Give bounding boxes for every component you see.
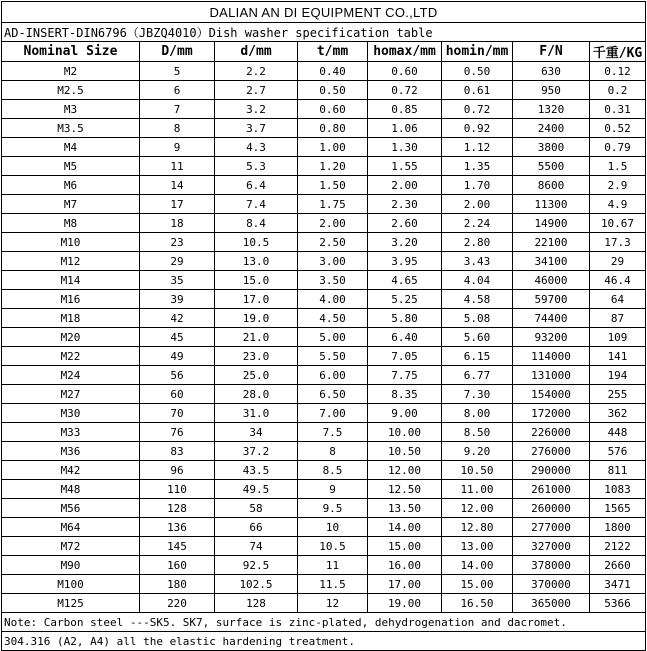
force-cell: 226000 [513, 423, 590, 442]
homax-cell: 15.00 [368, 537, 442, 556]
header-homax: homax/mm [368, 42, 442, 62]
weight-cell: 2122 [590, 537, 646, 556]
thickness-cell: 10.5 [298, 537, 368, 556]
inner-diameter-cell: 37.2 [215, 442, 298, 461]
outer-diameter-cell: 11 [140, 157, 215, 176]
table-row [2, 309, 646, 328]
homin-cell: 9.20 [442, 442, 513, 461]
homax-cell: 5.25 [368, 290, 442, 309]
outer-diameter-cell: 6 [140, 81, 215, 100]
force-cell: 34100 [513, 252, 590, 271]
nominal-size-cell: M5 [2, 157, 140, 176]
table-row [2, 537, 646, 556]
outer-diameter-cell: 18 [140, 214, 215, 233]
table-row [2, 138, 646, 157]
note-text: 304.316 (A2, A4) all the elastic hardening treatment. [2, 632, 646, 651]
outer-diameter-cell: 9 [140, 138, 215, 157]
homax-cell: 10.50 [368, 442, 442, 461]
inner-diameter-cell: 4.3 [215, 138, 298, 157]
nominal-size-cell: M64 [2, 518, 140, 537]
homax-cell: 14.00 [368, 518, 442, 537]
weight-cell: 1.5 [590, 157, 646, 176]
homax-cell: 5.80 [368, 309, 442, 328]
thickness-cell: 10 [298, 518, 368, 537]
force-cell: 8600 [513, 176, 590, 195]
inner-diameter-cell: 92.5 [215, 556, 298, 575]
spec-sheet [1, 1, 645, 651]
inner-diameter-cell: 34 [215, 423, 298, 442]
note-row [2, 613, 646, 632]
nominal-size-cell: M24 [2, 366, 140, 385]
inner-diameter-cell: 28.0 [215, 385, 298, 404]
weight-cell: 2.9 [590, 176, 646, 195]
table-row [2, 461, 646, 480]
homax-cell: 8.35 [368, 385, 442, 404]
weight-cell: 0.12 [590, 62, 646, 81]
force-cell: 327000 [513, 537, 590, 556]
thickness-cell: 6.00 [298, 366, 368, 385]
thickness-cell: 11.5 [298, 575, 368, 594]
inner-diameter-cell: 10.5 [215, 233, 298, 252]
homin-cell: 0.61 [442, 81, 513, 100]
nominal-size-cell: M56 [2, 499, 140, 518]
table-row [2, 423, 646, 442]
table-row [2, 81, 646, 100]
inner-diameter-cell: 2.2 [215, 62, 298, 81]
homax-cell: 9.00 [368, 404, 442, 423]
homin-cell: 12.00 [442, 499, 513, 518]
force-cell: 365000 [513, 594, 590, 613]
homin-cell: 0.72 [442, 100, 513, 119]
inner-diameter-cell: 31.0 [215, 404, 298, 423]
nominal-size-cell: M36 [2, 442, 140, 461]
table-row [2, 157, 646, 176]
homin-cell: 6.15 [442, 347, 513, 366]
homin-cell: 8.00 [442, 404, 513, 423]
outer-diameter-cell: 160 [140, 556, 215, 575]
inner-diameter-cell: 25.0 [215, 366, 298, 385]
header-weight: 千重/KG [590, 42, 646, 62]
nominal-size-cell: M100 [2, 575, 140, 594]
weight-cell: 194 [590, 366, 646, 385]
outer-diameter-cell: 76 [140, 423, 215, 442]
weight-cell: 5366 [590, 594, 646, 613]
force-cell: 1320 [513, 100, 590, 119]
homax-cell: 16.00 [368, 556, 442, 575]
homin-cell: 14.00 [442, 556, 513, 575]
thickness-cell: 7.00 [298, 404, 368, 423]
homax-cell: 1.30 [368, 138, 442, 157]
weight-cell: 17.3 [590, 233, 646, 252]
weight-cell: 2660 [590, 556, 646, 575]
weight-cell: 46.4 [590, 271, 646, 290]
homax-cell: 2.60 [368, 214, 442, 233]
force-cell: 114000 [513, 347, 590, 366]
outer-diameter-cell: 29 [140, 252, 215, 271]
inner-diameter-cell: 128 [215, 594, 298, 613]
homax-cell: 7.05 [368, 347, 442, 366]
nominal-size-cell: M2 [2, 62, 140, 81]
weight-cell: 141 [590, 347, 646, 366]
weight-cell: 255 [590, 385, 646, 404]
homin-cell: 13.00 [442, 537, 513, 556]
nominal-size-cell: M16 [2, 290, 140, 309]
homax-cell: 3.95 [368, 252, 442, 271]
force-cell: 260000 [513, 499, 590, 518]
header-nominal-size: Nominal Size [2, 42, 140, 62]
nominal-size-cell: M72 [2, 537, 140, 556]
table-row [2, 404, 646, 423]
table-row [2, 480, 646, 499]
force-cell: 11300 [513, 195, 590, 214]
outer-diameter-cell: 17 [140, 195, 215, 214]
outer-diameter-cell: 70 [140, 404, 215, 423]
nominal-size-cell: M18 [2, 309, 140, 328]
thickness-cell: 7.5 [298, 423, 368, 442]
force-cell: 370000 [513, 575, 590, 594]
homax-cell: 1.06 [368, 119, 442, 138]
table-row [2, 575, 646, 594]
nominal-size-cell: M125 [2, 594, 140, 613]
homax-cell: 0.60 [368, 62, 442, 81]
thickness-cell: 3.50 [298, 271, 368, 290]
force-cell: 950 [513, 81, 590, 100]
table-row [2, 252, 646, 271]
homax-cell: 17.00 [368, 575, 442, 594]
outer-diameter-cell: 5 [140, 62, 215, 81]
company-title: DALIAN AN DI EQUIPMENT CO.,LTD [2, 2, 646, 23]
weight-cell: 362 [590, 404, 646, 423]
homin-cell: 2.00 [442, 195, 513, 214]
table-row [2, 100, 646, 119]
homin-cell: 15.00 [442, 575, 513, 594]
outer-diameter-cell: 220 [140, 594, 215, 613]
nominal-size-cell: M2.5 [2, 81, 140, 100]
homin-cell: 0.50 [442, 62, 513, 81]
weight-cell: 576 [590, 442, 646, 461]
outer-diameter-cell: 136 [140, 518, 215, 537]
thickness-cell: 6.50 [298, 385, 368, 404]
homax-cell: 12.00 [368, 461, 442, 480]
header-outer-diameter: D/mm [140, 42, 215, 62]
nominal-size-cell: M10 [2, 233, 140, 252]
homax-cell: 13.50 [368, 499, 442, 518]
table-row [2, 233, 646, 252]
outer-diameter-cell: 23 [140, 233, 215, 252]
force-cell: 630 [513, 62, 590, 81]
header-inner-diameter: d/mm [215, 42, 298, 62]
homax-cell: 7.75 [368, 366, 442, 385]
homax-cell: 0.85 [368, 100, 442, 119]
outer-diameter-cell: 96 [140, 461, 215, 480]
force-cell: 277000 [513, 518, 590, 537]
weight-cell: 1565 [590, 499, 646, 518]
force-cell: 22100 [513, 233, 590, 252]
inner-diameter-cell: 5.3 [215, 157, 298, 176]
weight-cell: 87 [590, 309, 646, 328]
inner-diameter-cell: 13.0 [215, 252, 298, 271]
force-cell: 46000 [513, 271, 590, 290]
homin-cell: 2.80 [442, 233, 513, 252]
weight-cell: 10.67 [590, 214, 646, 233]
force-cell: 74400 [513, 309, 590, 328]
homin-cell: 3.43 [442, 252, 513, 271]
table-row [2, 385, 646, 404]
outer-diameter-cell: 145 [140, 537, 215, 556]
force-cell: 5500 [513, 157, 590, 176]
force-cell: 290000 [513, 461, 590, 480]
nominal-size-cell: M27 [2, 385, 140, 404]
nominal-size-cell: M8 [2, 214, 140, 233]
table-row [2, 195, 646, 214]
thickness-cell: 1.00 [298, 138, 368, 157]
weight-cell: 811 [590, 461, 646, 480]
nominal-size-cell: M42 [2, 461, 140, 480]
thickness-cell: 5.50 [298, 347, 368, 366]
thickness-cell: 0.50 [298, 81, 368, 100]
nominal-size-cell: M33 [2, 423, 140, 442]
thickness-cell: 0.60 [298, 100, 368, 119]
homin-cell: 16.50 [442, 594, 513, 613]
thickness-cell: 11 [298, 556, 368, 575]
inner-diameter-cell: 74 [215, 537, 298, 556]
table-row [2, 214, 646, 233]
header-thickness: t/mm [298, 42, 368, 62]
homax-cell: 10.00 [368, 423, 442, 442]
table-row [2, 328, 646, 347]
nominal-size-cell: M22 [2, 347, 140, 366]
force-cell: 172000 [513, 404, 590, 423]
weight-cell: 29 [590, 252, 646, 271]
weight-cell: 3471 [590, 575, 646, 594]
note-row [2, 632, 646, 651]
thickness-cell: 4.00 [298, 290, 368, 309]
inner-diameter-cell: 43.5 [215, 461, 298, 480]
inner-diameter-cell: 21.0 [215, 328, 298, 347]
homax-cell: 4.65 [368, 271, 442, 290]
force-cell: 2400 [513, 119, 590, 138]
homax-cell: 0.72 [368, 81, 442, 100]
thickness-cell: 1.20 [298, 157, 368, 176]
homax-cell: 2.30 [368, 195, 442, 214]
table-row [2, 518, 646, 537]
homax-cell: 19.00 [368, 594, 442, 613]
outer-diameter-cell: 56 [140, 366, 215, 385]
homin-cell: 0.92 [442, 119, 513, 138]
nominal-size-cell: M7 [2, 195, 140, 214]
homax-cell: 1.55 [368, 157, 442, 176]
homax-cell: 2.00 [368, 176, 442, 195]
homin-cell: 10.50 [442, 461, 513, 480]
table-row [2, 366, 646, 385]
thickness-cell: 9 [298, 480, 368, 499]
spec-table [1, 1, 646, 651]
weight-cell: 1800 [590, 518, 646, 537]
table-row [2, 556, 646, 575]
weight-cell: 448 [590, 423, 646, 442]
inner-diameter-cell: 6.4 [215, 176, 298, 195]
outer-diameter-cell: 49 [140, 347, 215, 366]
inner-diameter-cell: 2.7 [215, 81, 298, 100]
outer-diameter-cell: 110 [140, 480, 215, 499]
table-row [2, 442, 646, 461]
inner-diameter-cell: 3.2 [215, 100, 298, 119]
inner-diameter-cell: 7.4 [215, 195, 298, 214]
outer-diameter-cell: 45 [140, 328, 215, 347]
inner-diameter-cell: 19.0 [215, 309, 298, 328]
homin-cell: 8.50 [442, 423, 513, 442]
inner-diameter-cell: 49.5 [215, 480, 298, 499]
inner-diameter-cell: 8.4 [215, 214, 298, 233]
weight-cell: 0.79 [590, 138, 646, 157]
table-row [2, 499, 646, 518]
table-row [2, 594, 646, 613]
thickness-cell: 4.50 [298, 309, 368, 328]
force-cell: 14900 [513, 214, 590, 233]
header-homin: homin/mm [442, 42, 513, 62]
thickness-cell: 12 [298, 594, 368, 613]
inner-diameter-cell: 3.7 [215, 119, 298, 138]
table-row [2, 290, 646, 309]
weight-cell: 0.52 [590, 119, 646, 138]
inner-diameter-cell: 15.0 [215, 271, 298, 290]
thickness-cell: 0.40 [298, 62, 368, 81]
force-cell: 261000 [513, 480, 590, 499]
outer-diameter-cell: 7 [140, 100, 215, 119]
force-cell: 378000 [513, 556, 590, 575]
weight-cell: 0.31 [590, 100, 646, 119]
table-row [2, 119, 646, 138]
homin-cell: 4.04 [442, 271, 513, 290]
outer-diameter-cell: 8 [140, 119, 215, 138]
force-cell: 154000 [513, 385, 590, 404]
table-row [2, 176, 646, 195]
nominal-size-cell: M30 [2, 404, 140, 423]
homin-cell: 11.00 [442, 480, 513, 499]
inner-diameter-cell: 66 [215, 518, 298, 537]
header-force: F/N [513, 42, 590, 62]
inner-diameter-cell: 102.5 [215, 575, 298, 594]
nominal-size-cell: M14 [2, 271, 140, 290]
nominal-size-cell: M12 [2, 252, 140, 271]
inner-diameter-cell: 58 [215, 499, 298, 518]
outer-diameter-cell: 180 [140, 575, 215, 594]
table-row [2, 62, 646, 81]
thickness-cell: 2.00 [298, 214, 368, 233]
nominal-size-cell: M4 [2, 138, 140, 157]
nominal-size-cell: M48 [2, 480, 140, 499]
homin-cell: 12.80 [442, 518, 513, 537]
thickness-cell: 2.50 [298, 233, 368, 252]
force-cell: 276000 [513, 442, 590, 461]
table-subtitle: AD-INSERT-DIN6796（JBZQ4010）Dish washer specification table [2, 23, 646, 42]
outer-diameter-cell: 42 [140, 309, 215, 328]
thickness-cell: 3.00 [298, 252, 368, 271]
outer-diameter-cell: 35 [140, 271, 215, 290]
table-row [2, 271, 646, 290]
homax-cell: 3.20 [368, 233, 442, 252]
homin-cell: 1.35 [442, 157, 513, 176]
outer-diameter-cell: 14 [140, 176, 215, 195]
homin-cell: 5.08 [442, 309, 513, 328]
homin-cell: 6.77 [442, 366, 513, 385]
weight-cell: 109 [590, 328, 646, 347]
thickness-cell: 9.5 [298, 499, 368, 518]
nominal-size-cell: M3 [2, 100, 140, 119]
nominal-size-cell: M3.5 [2, 119, 140, 138]
thickness-cell: 8 [298, 442, 368, 461]
thickness-cell: 5.00 [298, 328, 368, 347]
force-cell: 59700 [513, 290, 590, 309]
thickness-cell: 1.50 [298, 176, 368, 195]
outer-diameter-cell: 39 [140, 290, 215, 309]
table-row [2, 347, 646, 366]
homin-cell: 7.30 [442, 385, 513, 404]
homin-cell: 5.60 [442, 328, 513, 347]
homin-cell: 1.12 [442, 138, 513, 157]
thickness-cell: 1.75 [298, 195, 368, 214]
homax-cell: 6.40 [368, 328, 442, 347]
header-row [2, 42, 646, 62]
homin-cell: 1.70 [442, 176, 513, 195]
subtitle-row [2, 23, 646, 42]
outer-diameter-cell: 128 [140, 499, 215, 518]
weight-cell: 4.9 [590, 195, 646, 214]
weight-cell: 1083 [590, 480, 646, 499]
inner-diameter-cell: 17.0 [215, 290, 298, 309]
thickness-cell: 8.5 [298, 461, 368, 480]
nominal-size-cell: M6 [2, 176, 140, 195]
weight-cell: 64 [590, 290, 646, 309]
outer-diameter-cell: 83 [140, 442, 215, 461]
homin-cell: 2.24 [442, 214, 513, 233]
outer-diameter-cell: 60 [140, 385, 215, 404]
force-cell: 3800 [513, 138, 590, 157]
nominal-size-cell: M90 [2, 556, 140, 575]
weight-cell: 0.2 [590, 81, 646, 100]
title-row [2, 2, 646, 23]
homin-cell: 4.58 [442, 290, 513, 309]
force-cell: 131000 [513, 366, 590, 385]
force-cell: 93200 [513, 328, 590, 347]
homax-cell: 12.50 [368, 480, 442, 499]
nominal-size-cell: M20 [2, 328, 140, 347]
inner-diameter-cell: 23.0 [215, 347, 298, 366]
note-text: Note: Carbon steel ---SK5. SK7, surface is zinc-plated, dehydrogenation and dacromet. [2, 613, 646, 632]
thickness-cell: 0.80 [298, 119, 368, 138]
